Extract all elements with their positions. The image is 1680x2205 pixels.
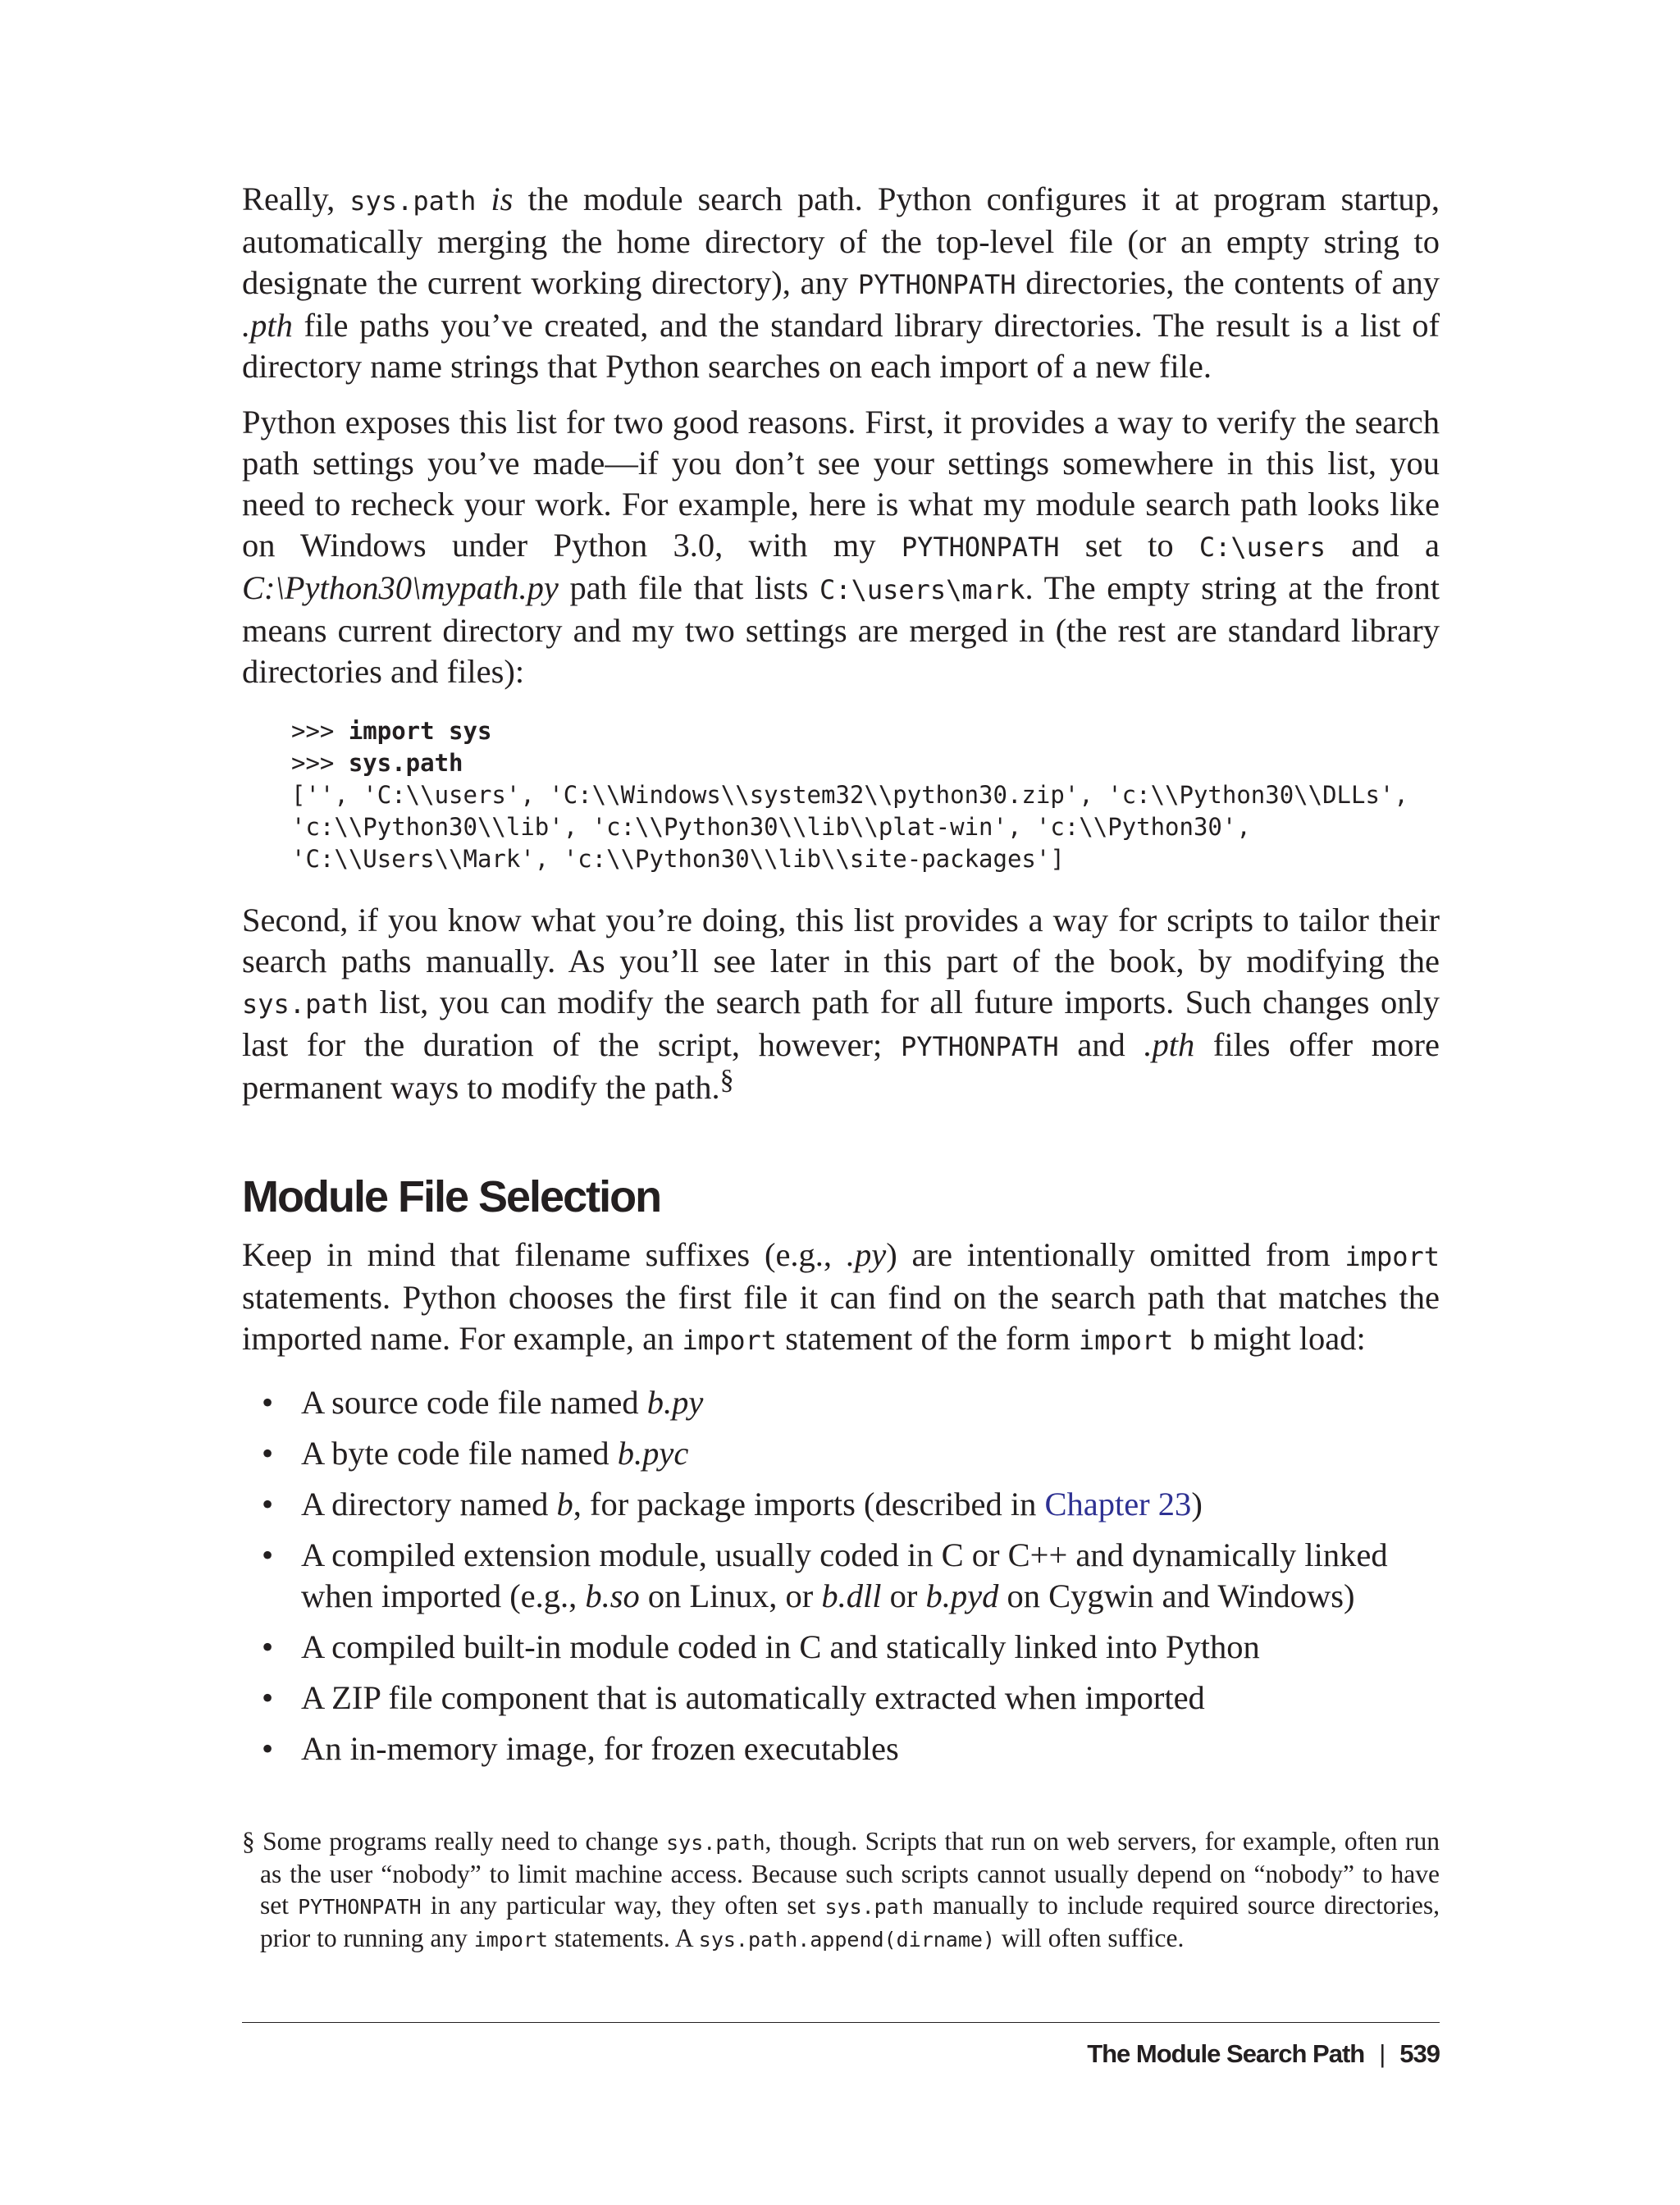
list-item (242, 1627, 1440, 1668)
bullet-icon: • (262, 1486, 274, 1522)
text: A compiled extension module, usually coded in C or C++ and dynamically linked when imported (e.g., (301, 1536, 1388, 1614)
text: might load: (1204, 1320, 1366, 1357)
paragraph-file-selection (242, 1235, 1440, 1361)
code-prompt: >>> (291, 749, 349, 777)
page-content (242, 179, 1440, 1779)
text: A compiled built-in module coded in C and statically linked into Python (301, 1628, 1260, 1665)
text: list, you can modify the search path for all future imports. Such changes only last for the duration of the script, however; (242, 984, 1440, 1063)
inline-code: import (473, 1928, 549, 1952)
list-item (242, 1382, 1440, 1423)
list-item (242, 1433, 1440, 1474)
emphasis: .pth (1144, 1026, 1195, 1063)
bullet-icon: • (262, 1730, 274, 1767)
text: , though. Scripts that run on web servers, for example, often run as the user “nobody” to limit machine access. Because such scripts cannot usually depend on “nobody” to have set (260, 1827, 1440, 1920)
text: Some programs really need to change (254, 1827, 667, 1856)
text: will often suffice. (995, 1924, 1185, 1952)
footnote-body (242, 1826, 1440, 1956)
inline-code: C:\users (1198, 532, 1326, 563)
inline-code: PYTHONPATH (298, 1895, 422, 1919)
inline-code: PYTHONPATH (901, 532, 1060, 563)
text: file paths you’ve created, and the standard library directories. The result is a list of directory name strings that Python searches on each import of a new file. (242, 307, 1440, 385)
text: and a (1325, 527, 1440, 564)
text: Second, if you know what you’re doing, this list provides a way for scripts to tailor their search paths manually. As you’ll see later in this part of the book, by modifying the (242, 902, 1440, 979)
text: the module search path. Python configures it at program startup, automatically merging the home directory of the top-level file (or an empty string to designate the current working directory), any (242, 180, 1440, 301)
bullet-icon: • (262, 1679, 274, 1716)
text: A source code file named (301, 1384, 647, 1421)
text: files offer more permanent ways to modify the path. (242, 1026, 1440, 1106)
inline-code: sys.path.append(dirname) (698, 1928, 996, 1952)
inline-code: PYTHONPATH (857, 269, 1016, 300)
text: on Linux, or (639, 1577, 822, 1614)
inline-code: import (682, 1325, 778, 1356)
running-footer (1087, 2039, 1440, 2069)
code-prompt: >>> (291, 717, 349, 745)
emphasis: b.so (585, 1577, 640, 1614)
emphasis: b.pyc (617, 1435, 689, 1472)
text: and (1058, 1026, 1144, 1063)
text: set to (1059, 527, 1199, 564)
inline-code: sys.path (666, 1831, 765, 1855)
text: Keep in mind that filename suffixes (e.g., (242, 1236, 847, 1273)
bullet-icon: • (262, 1536, 274, 1573)
code-output: ['', 'C:\\users', 'C:\\Windows\\system32\\python30.zip', 'c:\\Python30\\DLLs', 'c:\\Python30\\lib', 'c:\\Python30\\lib\\plat-win', 'c:\\Python30', 'C:\\Users\\Mark', 'c:\\Python30\\lib\\site-packages'] (291, 781, 1408, 873)
page-number: 539 (1399, 2039, 1440, 2068)
emphasis: b (556, 1486, 573, 1522)
emphasis: C:\Python30\mypath.py (242, 569, 559, 606)
footnote-reference: § (719, 1065, 734, 1095)
emphasis: b.py (646, 1384, 704, 1421)
inline-code: import b (1078, 1325, 1205, 1356)
code-example-sys-path (291, 715, 1440, 875)
inline-code: C:\users\mark (819, 574, 1025, 605)
emphasis: .pth (242, 307, 293, 344)
bullet-icon: • (262, 1384, 274, 1421)
text: An in-memory image, for frozen executables (301, 1730, 899, 1767)
text: ) (1191, 1486, 1203, 1522)
section-heading: Module File Selection (242, 1172, 661, 1221)
inline-code: PYTHONPATH (900, 1031, 1059, 1062)
inline-code: sys.path (242, 988, 369, 1020)
emphasis: .py (846, 1236, 887, 1273)
text (476, 180, 491, 217)
inline-code: import (1344, 1241, 1440, 1272)
bullet-list (242, 1382, 1440, 1769)
emphasis: b.dll (821, 1577, 882, 1614)
text: , for package imports (described in (573, 1486, 1045, 1522)
footnote-mark: § (242, 1827, 255, 1856)
emphasis: is (491, 180, 514, 217)
text: A ZIP file component that is automatically extracted when imported (301, 1679, 1205, 1716)
footer-section-title: The Module Search Path (1087, 2039, 1365, 2068)
inline-code: sys.path (824, 1895, 924, 1919)
footer-separator: | (1379, 2039, 1386, 2068)
footnote (242, 1826, 1440, 1956)
paragraph-tailor-paths (242, 900, 1440, 1108)
text: path file that lists (558, 569, 820, 606)
text: A directory named (301, 1486, 557, 1522)
code-command: import sys (348, 717, 492, 745)
list-item (242, 1484, 1440, 1525)
emphasis: b.pyd (925, 1577, 999, 1614)
footer-divider (242, 2022, 1440, 2023)
text: on Cygwin and Windows) (998, 1577, 1355, 1614)
text: A byte code file named (301, 1435, 618, 1472)
text: . The empty string at the front means current directory and my two settings are merged in (the rest are standard library directories and files): (242, 569, 1440, 690)
text: Really, (242, 180, 350, 217)
list-item (242, 1535, 1440, 1617)
paragraph-sys-path-intro (242, 179, 1440, 387)
paragraph-reasons (242, 402, 1440, 692)
list-item (242, 1728, 1440, 1769)
text: statement of the form (777, 1320, 1079, 1357)
text: statements. Python chooses the first file it can find on the search path that matches the imported name. For example, an (242, 1279, 1440, 1357)
code-command: sys.path (348, 749, 463, 777)
bullet-icon: • (262, 1435, 274, 1472)
text: Python exposes this list for two good reasons. First, it provides a way to verify the search path settings you’ve made—if you don’t see your settings somewhere in this list, you need to recheck your work. For example, here is what my module search path looks like on Windows under Python 3.0, with my (242, 404, 1440, 564)
inline-code: sys.path (349, 185, 477, 217)
chapter-23-link[interactable]: Chapter 23 (1044, 1486, 1192, 1522)
text: or (881, 1577, 926, 1614)
text: directories, the contents of any (1016, 264, 1440, 301)
text: manually to include required source directories, prior to running any (260, 1891, 1440, 1952)
bullet-icon: • (262, 1628, 274, 1665)
list-item (242, 1678, 1440, 1719)
text: statements. A (548, 1924, 699, 1952)
text: in any particular way, they often set (421, 1891, 825, 1920)
text: ) are intentionally omitted from (886, 1236, 1345, 1273)
